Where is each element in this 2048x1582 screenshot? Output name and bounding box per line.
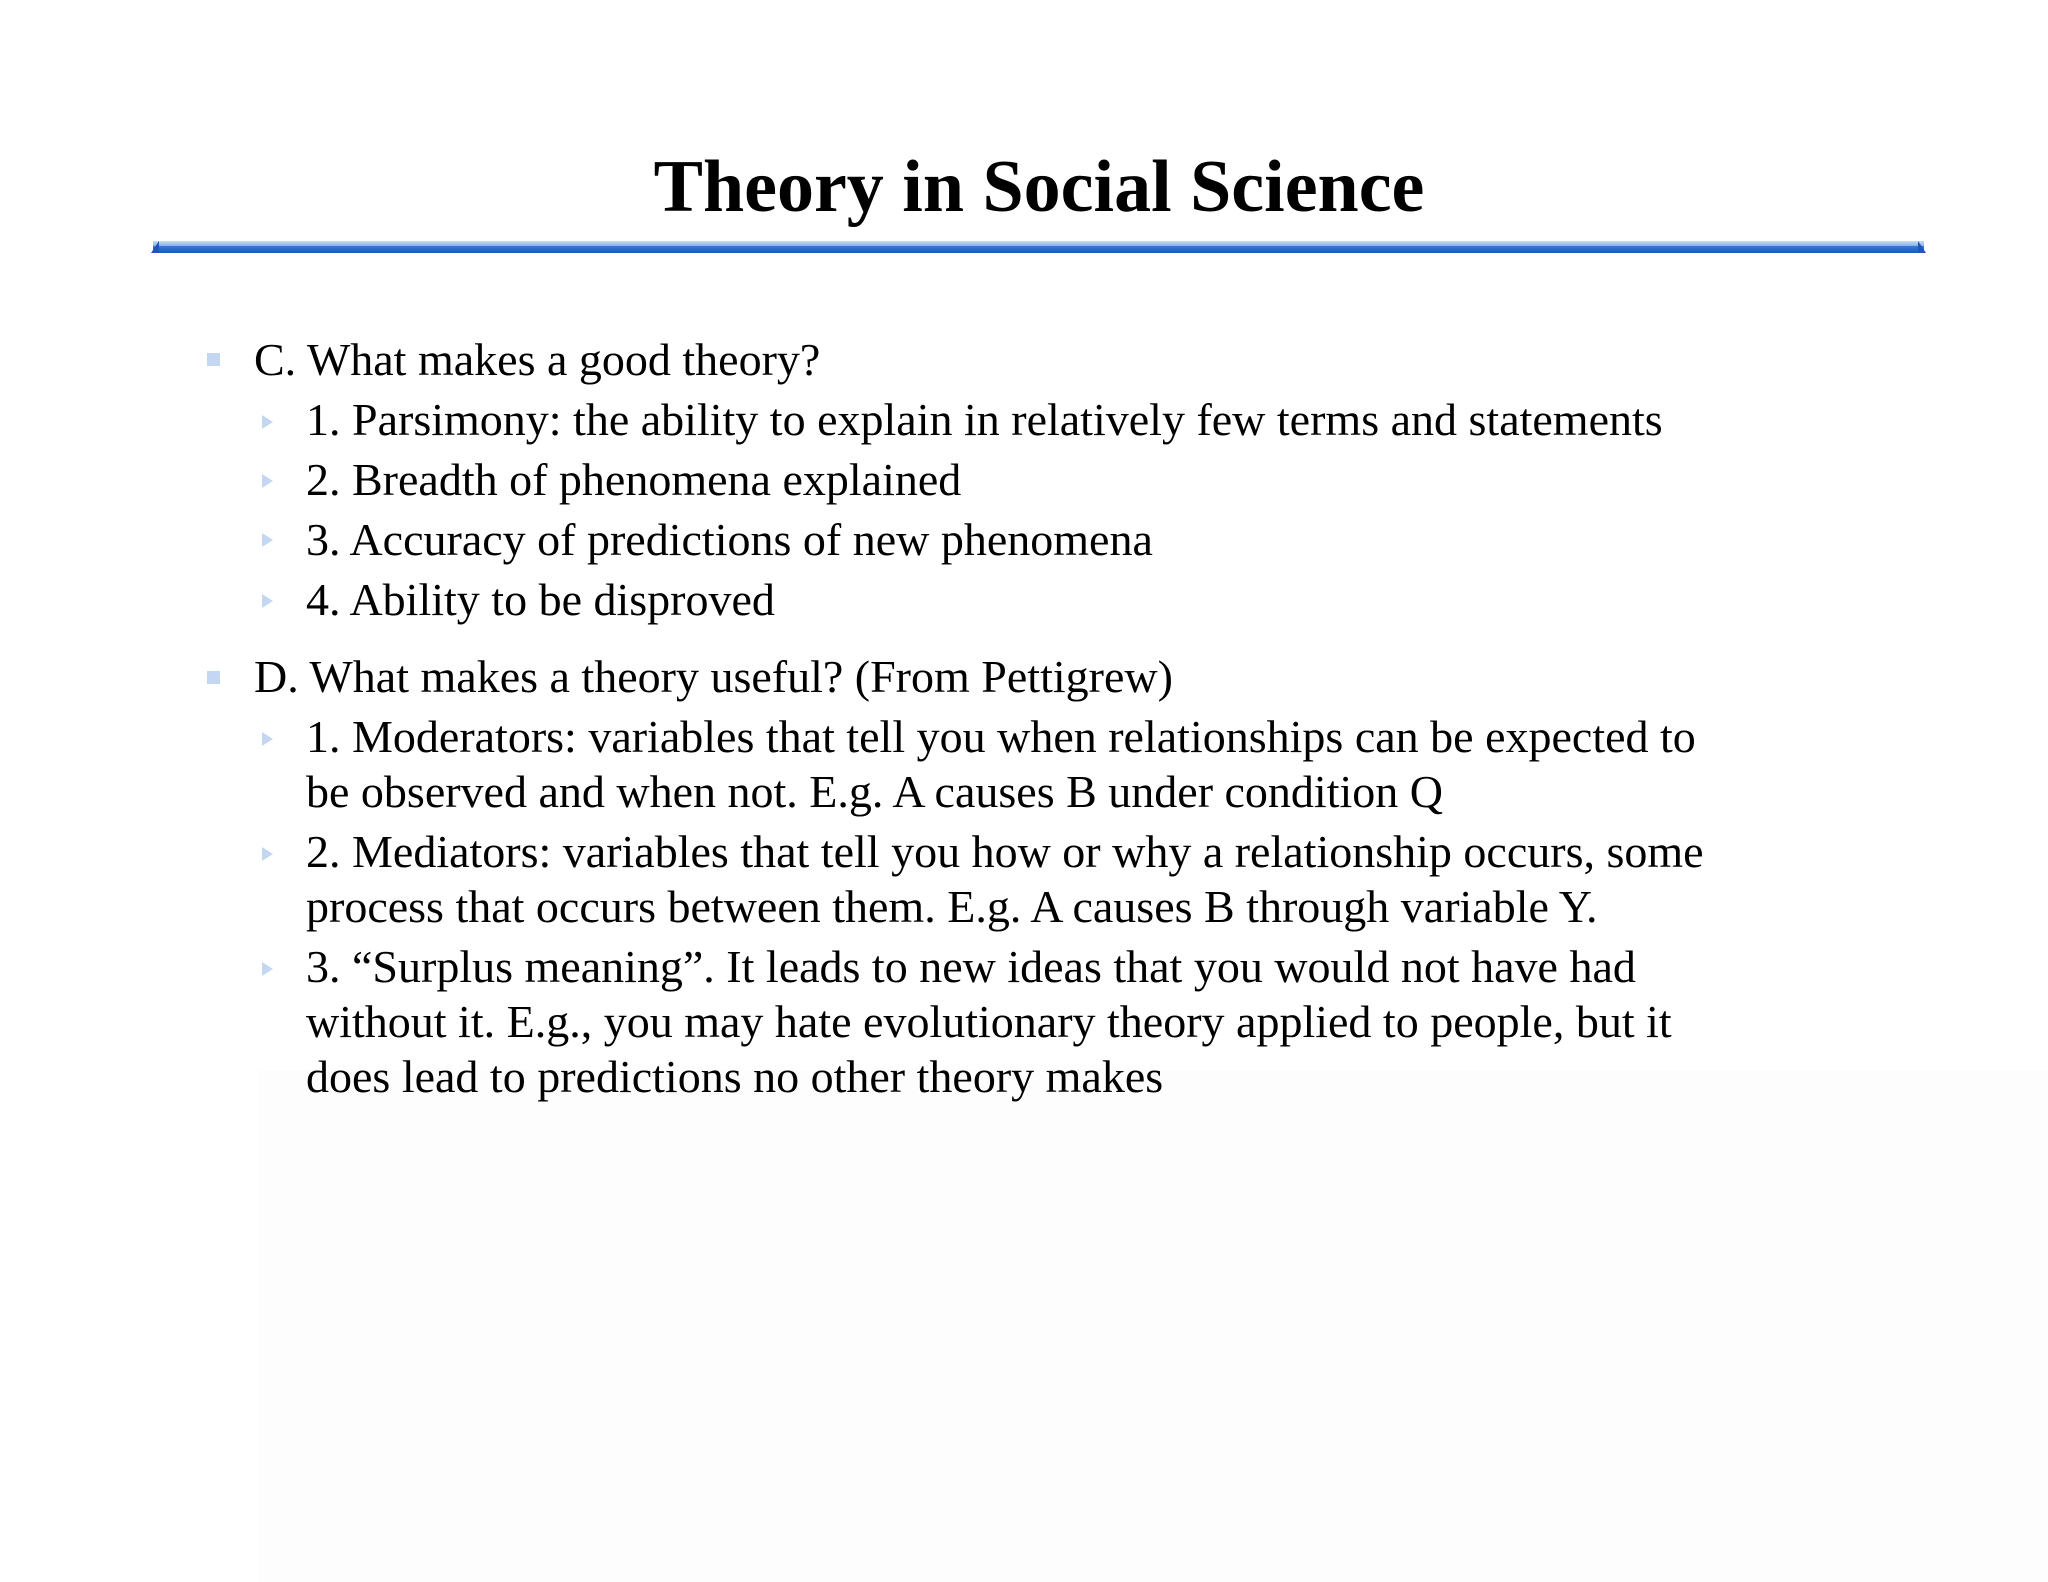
triangle-bullet-icon	[262, 732, 273, 746]
slide-title: Theory in Social Science	[653, 146, 1425, 228]
triangle-bullet-icon	[262, 594, 273, 608]
title-underline-rule	[153, 241, 1924, 253]
triangle-bullet-icon	[262, 962, 273, 976]
triangle-bullet-icon	[262, 533, 273, 547]
list-item-c-4: 4. Ability to be disproved	[306, 574, 775, 625]
list-item-d-2-line-2: process that occurs between them. E.g. A causes B through variable Y.	[306, 881, 1598, 932]
list-item-d-3-line-1: 3. “Surplus meaning”. It leads to new ideas that you would not have had	[306, 941, 1636, 992]
list-item-c-1: 1. Parsimony: the ability to explain in relatively few terms and statements	[306, 394, 1663, 445]
list-item-d-3-line-3: does lead to predictions no other theory makes	[306, 1051, 1164, 1102]
list-item-d-2-line-1: 2. Mediators: variables that tell you how or why a relationship occurs, some	[306, 826, 1704, 877]
section-heading-c: C. What makes a good theory?	[254, 334, 821, 385]
square-bullet-icon	[207, 353, 220, 366]
triangle-bullet-icon	[262, 415, 273, 429]
section-heading-d: D. What makes a theory useful? (From Pettigrew)	[254, 651, 1173, 702]
list-item-d-3-line-2: without it. E.g., you may hate evolutionary theory applied to people, but it	[306, 996, 1672, 1047]
list-item-d-1-line-2: be observed and when not. E.g. A causes B under condition Q	[306, 766, 1443, 817]
triangle-bullet-icon	[262, 474, 273, 488]
list-item-c-3: 3. Accuracy of predictions of new phenomena	[306, 514, 1153, 565]
square-bullet-icon	[207, 671, 220, 684]
list-item-c-2: 2. Breadth of phenomena explained	[306, 454, 962, 505]
list-item-d-1-line-1: 1. Moderators: variables that tell you when relationships can be expected to	[306, 711, 1696, 762]
content-area-shade	[258, 1070, 2048, 1582]
triangle-bullet-icon	[262, 847, 273, 861]
